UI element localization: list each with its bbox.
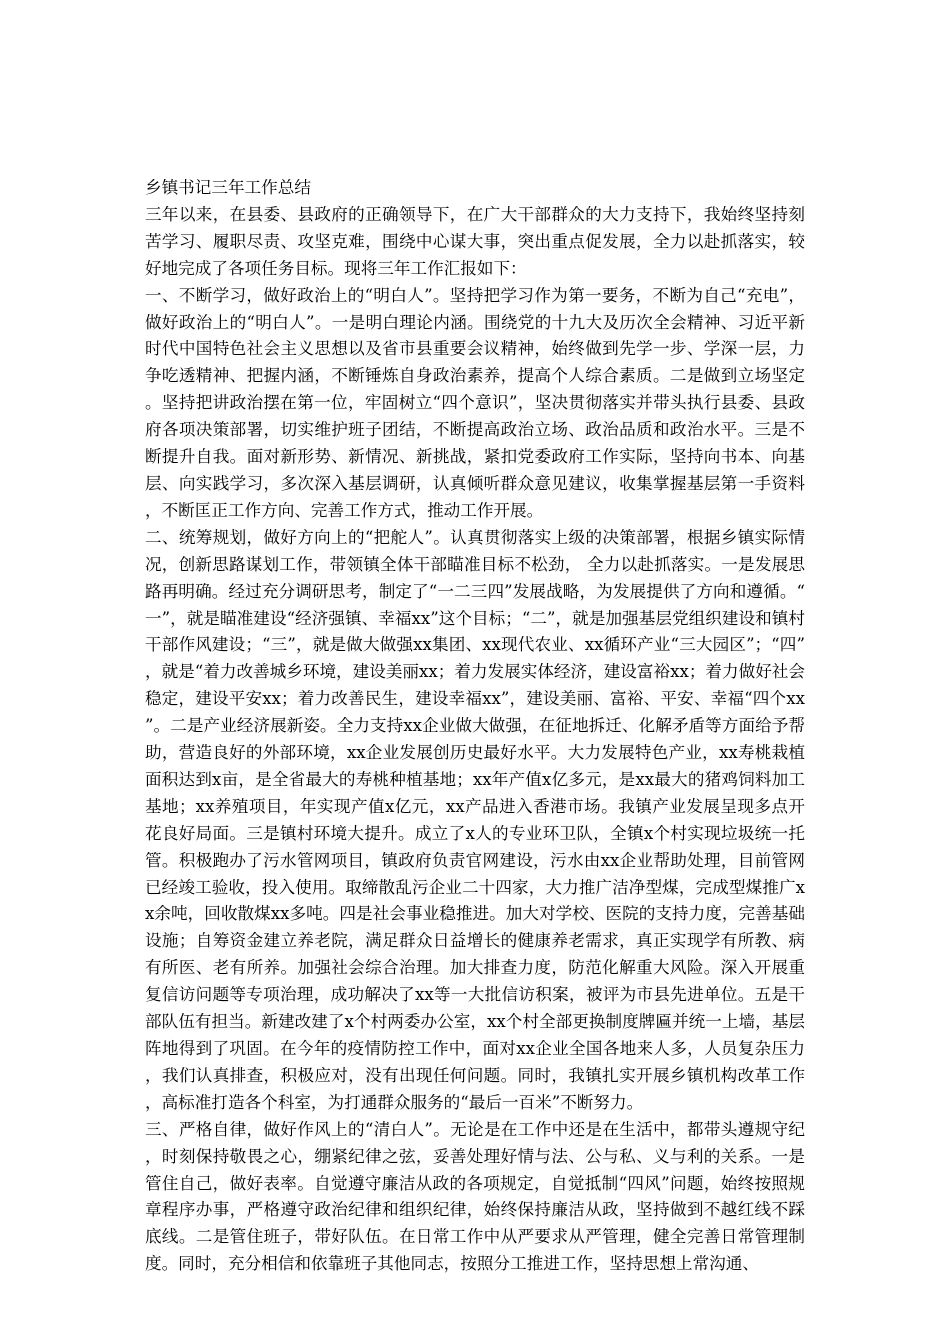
document-title: 乡镇书记三年工作总结 [145, 178, 311, 197]
intro-paragraph: 三年以来，在县委、县政府的正确领导下，在广大干部群众的大力支持下，我始终坚持刻苦学习、履职尽责、攻坚克难，围绕中心谋大事，突出重点促发展，全力以赴抓落实，较好地完成了各项任务目标。现将三年工作汇报如下： [145, 204, 805, 278]
section-two-paragraph: 二、统筹规划，做好方向上的“把舵人”。认真贯彻落实上级的决策部署，根据乡镇实际情况，创新思路谋划工作，带领镇全体干部瞄准目标不松劲， 全力以赴抓落实。一是发展思路再明确。经过充分调研思考，制定了“一二三四”发展战略，为发展提供了方向和遵循。“一”，就是瞄准建设“经济强镇、幸福xx”这个目标；“二”，就是加强基层党组织建设和镇村干部作风建设；“三”，就是做大做强xx集团、xx现代农业、xx循环产业“三大园区”；“四”，就是“着力改善城乡环境，建设美丽xx；着力发展实体经济，建设富裕xx；着力做好社会稳定，建设平安xx；着力改善民生，建设幸福xx”，建设美丽、富裕、平安、幸福“四个xx”。二是产业经济展新姿。全力支持xx企业做大做强，在征地拆迁、化解矛盾等方面给予帮助，营造良好的外部环境，xx企业发展创历史最好水平。大力发展特色产业，xx寿桃栽植面积达到x亩，是全省最大的寿桃种植基地；xx年产值x亿多元，是xx最大的猪鸡饲料加工基地；xx养殖项目，年实现产值x亿元，xx产品进入香港市场。我镇产业发展呈现多点开花良好局面。三是镇村环境大提升。成立了x人的专业环卫队，全镇x个村实现垃圾统一托管。积极跑办了污水管网项目，镇政府负责官网建设，污水由xx企业帮助处理，目前管网已经竣工验收，投入使用。取缔散乱污企业二十四家，大力推广洁净型煤，完成型煤推广xx余吨，回收散煤xx多吨。四是社会事业稳推进。加大对学校、医院的支持力度，完善基础设施；自筹资金建立养老院，满足群众日益增长的健康养老需求，真正实现学有所教、病有所医、老有所养。加强社会综合治理。加大排查力度，防范化解重大风险。深入开展重复信访问题等专项治理，成功解决了xx等一大批信访积案，被评为市县先进单位。五是干部队伍有担当。新建改建了x个村两委办公室，xx个村全部更换制度牌匾并统一上墙，基层阵地得到了巩固。在今年的疫情防控工作中，面对xx企业全国各地来人多，人员复杂压力，我们认真排查，积极应对，没有出现任何问题。同时，我镇扎实开展乡镇机构改革工作，高标准打造各个科室，为打通群众服务的“最后一百米”不断努力。 [145, 527, 805, 1112]
section-one-paragraph: 一、不断学习，做好政治上的“明白人”。坚持把学习作为第一要务，不断为自己“充电”，做好政治上的“明白人”。一是明白理论内涵。围绕党的十九大及历次全会精神、习近平新时代中国特色社会主义思想以及省市县重要会议精神，始终做到先学一步、学深一层，力争吃透精神、把握内涵，不断锤炼自身政治素养，提高个人综合素质。二是做到立场坚定。坚持把讲政治摆在第一位，牢固树立“四个意识”，坚决贯彻落实并带头执行县委、县政府各项决策部署，切实维护班子团结，不断提高政治立场、政治品质和政治水平。三是不断提升自我。面对新形势、新情况、新挑战，紧扣党委政府工作实际，坚持向书本、向基层、向实践学习，多次深入基层调研，认真倾听群众意见建议，收集掌握基层第一手资料，不断匡正工作方向、完善工作方式，推动工作开展。 [145, 285, 805, 520]
section-three-paragraph: 三、严格自律，做好作风上的“清白人”。无论是在工作中还是在生活中，都带头遵规守纪，时刻保持敬畏之心，绷紧纪律之弦，妥善处理好情与法、公与私、义与利的关系。一是管住自己，做好表率。自觉遵守廉洁从政的各项规定，自觉抵制“四风”问题，始终按照规章程序办事，严格遵守政治纪律和组织纪律，始终保持廉洁从政，坚持做到不越红线不踩底线。二是管住班子，带好队伍。在日常工作中从严要求从严管理，健全完善日常管理制度。同时，充分相信和依靠班子其他同志，按照分工推进工作，坚持思想上常沟通、 [145, 1119, 805, 1274]
document-page [145, 175, 805, 1278]
